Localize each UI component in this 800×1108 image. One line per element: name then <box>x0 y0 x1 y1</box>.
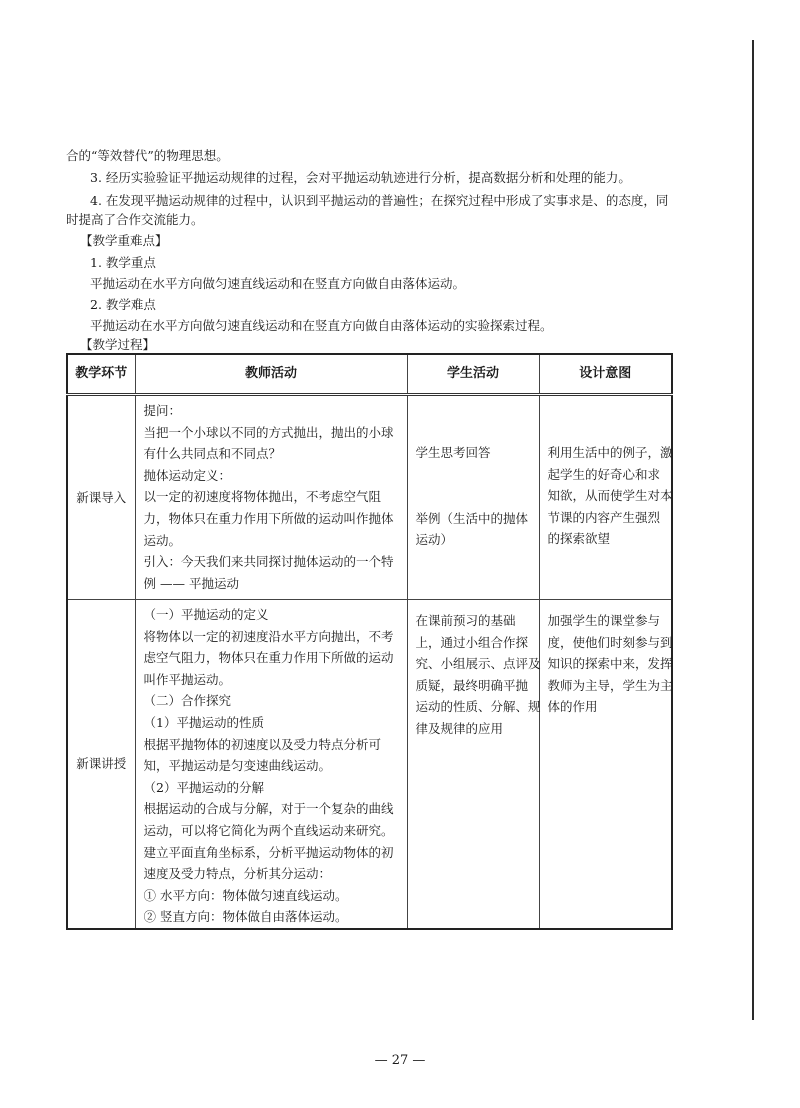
design-cell <box>539 395 672 600</box>
student-line: 在课前预习的基础 <box>415 613 516 628</box>
student-cell <box>407 600 539 929</box>
teacher-line: 以一定的初速度将物体抛出，不考虑空气阻 <box>143 489 382 505</box>
teacher-cell <box>135 600 407 929</box>
student-line: 学生思考回答 <box>415 445 491 460</box>
difficulty-text: 平抛运动在水平方向做匀速直线运动和在竖直方向做自由落体运动的实验探索过程。 <box>90 318 553 333</box>
lesson-table <box>66 353 673 930</box>
teacher-cell <box>135 395 407 600</box>
student-line: 运动） <box>415 532 454 548</box>
spacer <box>416 464 535 500</box>
student-line: 上，通过小组合作探 <box>415 634 529 650</box>
design-line: 利用生活中的例子，激 <box>547 445 673 460</box>
teacher-line: ② 竖直方向：物体做自由落体运动。 <box>143 909 348 925</box>
teacher-line: 力，物体只在重力作用下所做的运动叫作抛体 <box>143 510 394 526</box>
teacher-line: 根据平抛物体的初速度以及受力特点分析可 <box>143 736 382 752</box>
student-line: 律及规律的应用 <box>415 720 504 736</box>
focus-title: 1. 教学重点 <box>90 255 156 270</box>
design-line: 教师为主导，学生为主 <box>547 677 673 693</box>
spacer <box>416 500 535 508</box>
header-student: 学生活动 <box>407 354 539 395</box>
design-line: 知欲，从而使学生对本 <box>547 488 673 504</box>
teacher-line: 知，平抛运动是匀变速曲线运动。 <box>143 758 332 774</box>
design-line: 的探索欲望 <box>547 531 611 547</box>
teacher-line: 根据运动的合成与分解，对于一个复杂的曲线 <box>143 801 394 817</box>
design-line: 节课的内容产生强烈 <box>547 509 661 525</box>
goal-4-line-b: 时提高了合作交流能力。 <box>66 212 204 227</box>
design-line: 体的作用 <box>547 699 598 715</box>
teacher-line: 建立平面直角坐标系，分析平抛运动物体的初 <box>143 844 394 860</box>
student-cell <box>407 395 539 600</box>
table-row-lecture <box>67 600 672 929</box>
stage-cell <box>67 395 135 600</box>
goal-3: 3. 经历实验验证平抛运动规律的过程，会对平抛运动轨迹进行分析，提高数据分析和处理的能力。 <box>90 170 631 185</box>
teacher-line: （1）平抛运动的性质 <box>143 714 264 730</box>
header-teacher: 教师活动 <box>135 354 407 395</box>
student-line: 运动的性质、分解、规 <box>415 699 541 715</box>
teacher-line: 运动。 <box>143 532 182 548</box>
stage-label: 新课讲授 <box>76 756 127 772</box>
design-line: 度，使他们时刻参与到 <box>547 634 673 650</box>
design-line: 起学生的好奇心和求 <box>547 466 661 482</box>
student-line: 究、小组展示、点评及 <box>415 656 541 672</box>
table-row-intro <box>67 395 672 600</box>
teacher-line: 叫作平抛运动。 <box>143 671 232 687</box>
design-cell <box>539 600 672 929</box>
table-header-row <box>67 354 672 395</box>
goal-4-line-a: 4. 在发现平抛运动规律的过程中，认识到平抛运动的普遍性；在探究过程中形成了实事求是、的态度，同 <box>90 193 669 208</box>
teacher-line: 虑空气阻力，物体只在重力作用下所做的运动 <box>143 650 394 666</box>
page-number: — 27 — <box>374 1053 426 1068</box>
header-stage: 教学环节 <box>67 354 135 395</box>
process-header: 【教学过程】 <box>80 337 156 352</box>
stage-label: 新课导入 <box>76 489 127 505</box>
teacher-line: （二）合作探究 <box>143 693 232 709</box>
teacher-line: 将物体以一定的初速度沿水平方向抛出，不考 <box>143 628 394 644</box>
focus-text: 平抛运动在水平方向做匀速直线运动和在竖直方向做自由落体运动。 <box>90 276 466 291</box>
teacher-line: 当把一个小球以不同的方式抛出，抛出的小球 <box>143 424 394 440</box>
teacher-line: 引入：今天我们来共同探讨抛体运动的一个特 <box>143 554 394 570</box>
student-line: 举例（生活中的抛体 <box>415 510 529 526</box>
stage-cell <box>67 600 135 929</box>
intro-line: 合的“等效替代”的物理思想。 <box>66 148 229 163</box>
teacher-line: ① 水平方向：物体做匀速直线运动。 <box>143 887 348 903</box>
teacher-line: （一）平抛运动的定义 <box>143 607 269 622</box>
difficulty-title: 2. 教学难点 <box>90 297 156 312</box>
teacher-line: 抛体运动定义： <box>143 467 232 483</box>
teacher-line: 有什么共同点和不同点？ <box>143 446 282 462</box>
design-line: 知识的探索中来，发挥 <box>547 656 673 672</box>
right-margin-rule <box>752 40 754 1020</box>
teacher-line: 提问： <box>143 403 182 418</box>
teacher-line: 速度及受力特点，分析其分运动： <box>143 866 332 882</box>
key-points-header: 【教学重难点】 <box>80 233 168 248</box>
teacher-line: 例 —— 平抛运动 <box>143 575 239 591</box>
student-line: 质疑，最终明确平抛 <box>415 677 529 693</box>
design-line: 加强学生的课堂参与 <box>547 613 661 628</box>
header-design: 设计意图 <box>539 354 672 395</box>
teacher-line: 运动，可以将它简化为两个直线运动来研究。 <box>143 822 394 838</box>
teacher-line: （2）平抛运动的分解 <box>143 779 264 795</box>
